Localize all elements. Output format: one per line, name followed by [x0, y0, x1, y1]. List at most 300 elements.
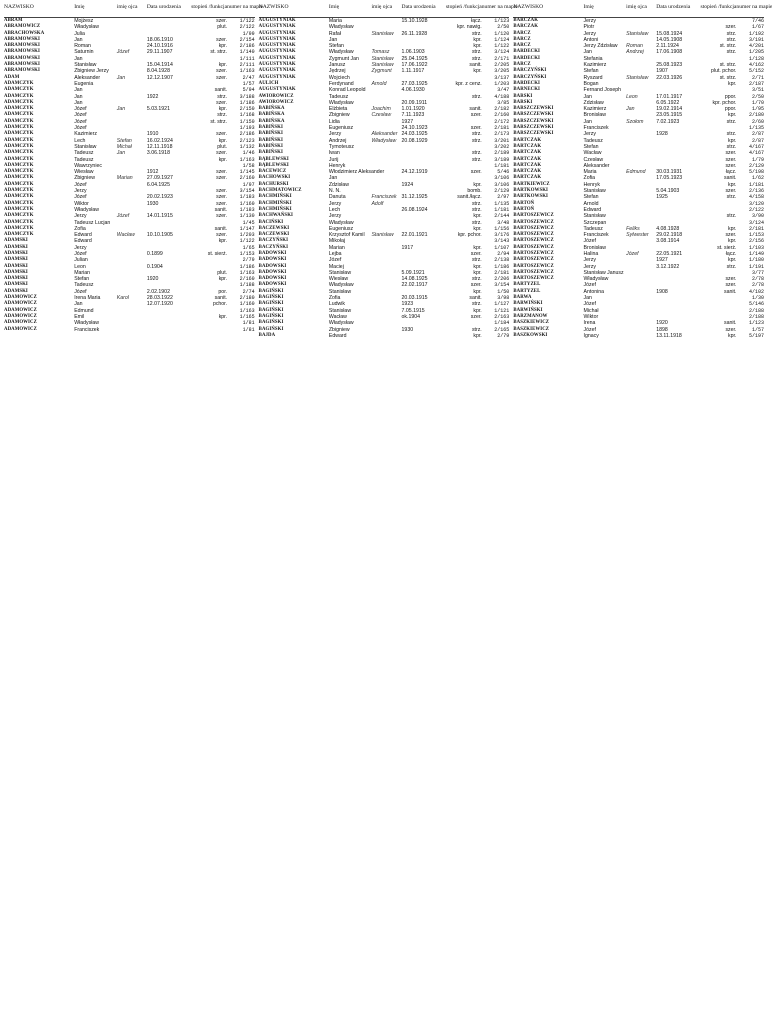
name: Włodzimierz Aleksander [328, 169, 385, 176]
map-number: 2/172 [494, 118, 510, 125]
map-number: 3/120 [748, 200, 764, 207]
map-number: 1/156 [494, 225, 510, 232]
rank: szer. [470, 125, 482, 132]
map-number: 2/60 [751, 118, 764, 125]
map-number: 3/154 [494, 282, 510, 289]
birth-date: 17.01.1917 [656, 93, 683, 100]
name: Ryszard [583, 74, 603, 81]
name: Jurij [328, 156, 339, 163]
map-number: 2/180 [239, 295, 255, 302]
birth-date: 3.06.1918 [146, 150, 170, 157]
name: Michał [583, 307, 599, 314]
header-father: imię ojca [371, 4, 393, 10]
surname: ADAMOWICZ [4, 295, 37, 301]
rank: st. sierż. [207, 250, 228, 257]
rank: szer. [216, 68, 228, 75]
map-number: 2/160 [239, 175, 255, 182]
header-surname: NAZWISKO [258, 4, 289, 10]
rank: strz. [471, 200, 482, 207]
name: Lejba [328, 250, 342, 257]
rank: szer. [470, 250, 482, 257]
rank: sanit. [214, 225, 228, 232]
birth-date: 7.05.1915 [401, 307, 425, 314]
birth-date: 1898 [656, 326, 668, 333]
map-number: 2/78 [751, 282, 764, 289]
map-number: 2/186 [239, 43, 255, 50]
name: Marian [328, 244, 345, 251]
surname: BARTCZAK [513, 143, 542, 149]
register-column-2 [258, 4, 518, 1024]
surname: AUGUSTYNIAK [258, 36, 296, 42]
name: Kazimierz [583, 62, 607, 69]
name: Irena Maria [74, 295, 101, 302]
name: Kazimierz [583, 106, 607, 113]
name: Stefan [74, 276, 90, 283]
map-number: 2/87 [751, 137, 764, 144]
name: Jerzy [583, 18, 596, 24]
birth-date: 5.03.1921 [146, 106, 170, 113]
surname: BARTOSZEWICZ [513, 232, 554, 238]
map-number: 1/128 [748, 55, 764, 62]
surname: BARTOSZEWICZ [513, 276, 554, 282]
birth-date: ok.1904 [401, 313, 421, 320]
map-number: 2/181 [748, 225, 764, 232]
birth-date: 4.06.1930 [401, 87, 425, 94]
birth-date: 22.02.1917 [401, 282, 428, 289]
rank: strz. [726, 30, 737, 37]
rank: kpr. [473, 288, 482, 295]
map-number: 3/143 [494, 238, 510, 245]
surname: BACHOWSKI [258, 175, 291, 181]
rank: kpr. [728, 80, 737, 87]
map-number: 1/183 [239, 206, 255, 213]
rank: strz. [726, 118, 737, 125]
rank: szer. [216, 150, 228, 157]
map-number: 2/150 [239, 106, 255, 113]
name: Bronisław [583, 112, 607, 119]
name: Wawrzyniec [74, 162, 102, 169]
rank: ppor. [724, 106, 737, 113]
map-number: 1/95 [751, 106, 764, 113]
name: Elżbieta [328, 106, 348, 113]
header-number: numer na mapie [736, 4, 772, 10]
birth-date: 1920 [146, 276, 159, 283]
surname: BACZYŃSKI [258, 238, 289, 244]
name: Edward [583, 206, 602, 213]
map-number: 2/74 [242, 288, 255, 295]
rank: strz. [726, 49, 737, 56]
father-name: Adolf [371, 200, 384, 207]
map-number: 2/189 [494, 150, 510, 157]
rank: plut. [217, 24, 228, 31]
name: Eugeniusz [328, 225, 354, 232]
map-number: 1/145 [239, 169, 255, 176]
surname: ADAMOWICZ [4, 320, 37, 326]
surname: BASZKIEWICZ [513, 320, 550, 326]
surname: BARWA [513, 295, 532, 301]
rank: strz. [471, 219, 482, 226]
surname: AUGUSTYNIAK [258, 55, 296, 61]
surname: BARTOSZEWICZ [513, 250, 554, 256]
rank: por. [218, 288, 228, 295]
map-number: 1/81 [242, 326, 255, 333]
birth-date: 17.05.1923 [656, 175, 683, 182]
map-number: 4/158 [748, 194, 764, 201]
map-number: 1/57 [751, 326, 764, 333]
map-number: 4/167 [748, 143, 764, 150]
surname: ADAMCZYK [4, 206, 34, 212]
name: Julia [74, 30, 85, 37]
name: Roman [74, 43, 91, 50]
father-name: Michał [116, 143, 132, 150]
surname: ADAMSKI [4, 244, 28, 250]
map-number: 1/135 [748, 125, 764, 132]
name: Tadeusz [74, 156, 94, 163]
map-number: 1/160 [239, 200, 255, 207]
birth-date: 15.08.1924 [656, 30, 683, 37]
name: Zofia [328, 295, 341, 302]
surname: BARTCZAK [513, 169, 542, 175]
name: Franciszek [583, 232, 609, 239]
surname: BARTCZAK [513, 156, 542, 162]
map-number: 1/181 [748, 181, 764, 188]
rank: kpr. [473, 36, 482, 43]
name: Jan [74, 93, 83, 100]
map-number: 1/30 [751, 295, 764, 302]
birth-date: 15.10.1928 [401, 18, 428, 24]
map-number: 3/106 [494, 175, 510, 182]
rank: kpr. [218, 62, 228, 69]
father-name: Stanisław [626, 30, 649, 37]
name: Antonina [583, 288, 605, 295]
map-number: 3/202 [494, 143, 510, 150]
birth-date: 1930 [146, 200, 159, 207]
father-name: Roman [626, 43, 643, 50]
name: Władysław [583, 276, 609, 283]
map-number: 1/150 [239, 118, 255, 125]
name: Piotr [583, 24, 595, 31]
map-number: 1/122 [239, 238, 255, 245]
surname: BARSZCZEWSKI [513, 131, 554, 137]
name: Józef [74, 194, 87, 201]
birth-date: 1928 [656, 131, 668, 138]
map-number: 3/124 [494, 49, 510, 56]
surname: AUGUSTYNIAK [258, 30, 296, 36]
surname: ADAMCZYK [4, 93, 34, 99]
birth-date: 17.06.1922 [401, 62, 428, 69]
surname: BARTOSZEWICZ [513, 219, 554, 225]
map-number: 1/163 [239, 307, 255, 314]
rank: plut. [217, 269, 228, 276]
header-date: Data urodzenia [146, 4, 181, 10]
rank: kpr. [473, 181, 482, 188]
father-name [117, 327, 147, 333]
map-number: 3/90 [751, 213, 764, 220]
map-number: 2/180 [748, 112, 764, 119]
map-number: 3/106 [494, 181, 510, 188]
surname: ADAMCZYK [4, 87, 34, 93]
rank: strz. [726, 194, 737, 201]
surname: BACEWICZ [258, 169, 287, 175]
birth-date: 1924 [401, 181, 414, 188]
father-name: Józef [116, 49, 130, 56]
map-number: 1/111 [239, 55, 255, 62]
surname: BACIŃSKI [258, 219, 284, 225]
map-number: 1/122 [494, 43, 510, 50]
rank: kpr. [728, 238, 737, 245]
surname: ADAMCZYK [4, 106, 34, 112]
rank: łącz. [725, 250, 737, 257]
surname: AUGUSTYNIAK [258, 68, 296, 74]
surname: BARCZ [513, 36, 531, 42]
surname: ABRAMOWICZ [4, 24, 41, 30]
map-number: 3/51 [751, 87, 764, 94]
rank: kpr. pchor. [712, 99, 737, 106]
birth-date: 14.05.1908 [656, 36, 683, 43]
father-name: Stanisław [371, 232, 394, 239]
name: Jerzy [583, 131, 596, 138]
map-number: 1/186 [494, 263, 510, 270]
header-rank: stopień /funkcja [445, 4, 482, 10]
map-number: 5/152 [748, 68, 764, 75]
father-name: Jan [116, 150, 126, 157]
birth-date: 3.12.1922 [656, 263, 680, 270]
surname: BARSZCZEWSKI [513, 118, 554, 124]
name: Tadeusz [74, 282, 94, 289]
rank: strz. [471, 93, 482, 100]
rank: szer. [725, 232, 737, 239]
header-number: numer na mapie [227, 4, 264, 10]
birth-date: 14.01.1915 [146, 213, 173, 220]
name: Józef [583, 282, 596, 289]
surname: AWIOROWICZ [258, 99, 294, 105]
surname: ADAMCZYK [4, 125, 34, 131]
birth-date: 22.03.1926 [656, 74, 683, 81]
birth-date: 1.11.1917 [401, 68, 425, 75]
name: Jerzy [74, 244, 87, 251]
map-number: 1/103 [748, 244, 764, 251]
birth-date: 22.05.1921 [656, 250, 683, 257]
map-number: 1/107 [494, 244, 510, 251]
father-name: Feliks [626, 225, 640, 232]
birth-date [402, 333, 432, 339]
map-number: 1/203 [494, 80, 510, 87]
surname: ADAMCZYK [4, 137, 34, 143]
rank: ppor. [724, 93, 737, 100]
surname: BAGIŃSKI [258, 313, 284, 319]
father-name: Stanisław [371, 30, 394, 37]
map-number: 4/188 [494, 93, 510, 100]
rank: szer. [470, 313, 482, 320]
rank: sanit. [214, 87, 228, 94]
surname: ADAMCZYK [4, 232, 34, 238]
name: Stanisław Janusz [583, 269, 624, 276]
surname: BARTKIEWICZ [513, 181, 550, 187]
rank: st. sierż. [717, 244, 737, 251]
birth-date: 1923 [401, 301, 414, 308]
rank: szer. [470, 282, 482, 289]
rank: szer. [725, 156, 737, 163]
rank: szer. [216, 131, 228, 138]
map-number: 3/188 [239, 93, 255, 100]
name: Wiesław [328, 276, 349, 283]
surname: BABIŃSKI [258, 137, 283, 143]
name: Jerzy [583, 257, 596, 264]
map-number: 1/123 [748, 320, 764, 327]
name: Jędrzej [328, 68, 346, 75]
birth-date: 12.07.1920 [146, 301, 173, 308]
rank: strz. [471, 55, 482, 62]
surname: BARCZAK [513, 18, 539, 23]
surname: AUGUSTYNIAK [258, 18, 296, 23]
surname: BABIŃSKI [258, 125, 283, 131]
rank: szer. [725, 282, 737, 289]
surname: BARTYZEL [513, 288, 541, 294]
map-number: 5/94 [242, 87, 255, 94]
name: Andrzej [328, 137, 347, 144]
father-name: Czesław [371, 112, 392, 119]
rank: st. strz. [210, 49, 228, 56]
birth-date: 1917 [401, 244, 414, 251]
father-name: Jan [626, 106, 635, 113]
surname: ADAMSKI [4, 257, 28, 263]
surname: BARWIŃSKI [513, 307, 543, 313]
birth-date: 0.1904 [146, 263, 163, 270]
name: Saturnin [74, 49, 94, 56]
birth-date: 26.08.1924 [401, 206, 428, 213]
birth-date: 20.03.1915 [401, 295, 428, 302]
name: Julian [74, 257, 88, 264]
name: Tadeusz [583, 225, 603, 232]
name: Iwan [328, 150, 340, 157]
birth-date: 20.08.1929 [401, 137, 428, 144]
rank: szer. [725, 150, 737, 157]
surname: BASZKIEWICZ [513, 326, 550, 332]
name: Józef [74, 125, 87, 132]
map-number: 2/122 [748, 206, 764, 213]
father-name: Edmund [626, 169, 646, 176]
birth-date: 19.02.1914 [656, 106, 683, 113]
surname: ADAMOWICZ [4, 301, 37, 307]
surname: BABIŃSKA [258, 112, 285, 118]
birth-date: 25.08.1923 [656, 62, 683, 69]
father-name: Arnold [371, 80, 387, 87]
map-number: 2/160 [494, 112, 510, 119]
birth-date: 24.12.1919 [401, 169, 428, 176]
birth-date: 6.05.1922 [656, 99, 680, 106]
name: Bronisław [583, 244, 607, 251]
name: Stefan [583, 143, 599, 150]
name: Władysław [74, 320, 99, 327]
surname: ADAMCZYK [4, 181, 34, 187]
surname: BĄBLEWSKI [258, 162, 289, 168]
surname: BAGIŃSKI [258, 301, 284, 307]
father-name: Zygmunt [371, 68, 392, 75]
birth-date: 15.04.1914 [146, 62, 173, 69]
birth-date: 1922 [146, 93, 159, 100]
rank: kpr. [218, 238, 228, 245]
name: Marian [74, 269, 91, 276]
surname: ADAMSKI [4, 288, 28, 294]
rank: kpr. [218, 276, 228, 283]
birth-date: 30.03.1931 [656, 169, 683, 176]
surname: ABRAMOWSKI [4, 55, 40, 61]
surname: BACZEWSKI [258, 232, 290, 238]
map-number: 3/85 [497, 99, 510, 106]
surname: ADAMSKI [4, 269, 28, 275]
name: Jan [583, 295, 592, 302]
map-number: 1/183 [239, 194, 255, 201]
name: Józef [74, 118, 87, 125]
map-number: 5/198 [748, 169, 764, 176]
header-date: Data urodzenia [401, 4, 436, 10]
surname: ABRAMOWSKI [4, 36, 40, 42]
surname: BARZMANOW [513, 313, 548, 319]
name: Jan [74, 99, 83, 106]
map-number: 1/132 [239, 143, 255, 150]
name: Stanisław [583, 188, 606, 195]
father-name: Stefan [116, 137, 132, 144]
rank: szer. [216, 36, 228, 43]
surname: BAJDA [258, 332, 276, 338]
name: Stanisław [583, 213, 606, 220]
father-name: Marian [116, 175, 133, 182]
rank: sanit. [724, 175, 737, 182]
surname: BARTOSZEWICZ [513, 269, 554, 275]
map-number: 2/181 [494, 269, 510, 276]
surname: ABRAMOWSKI [4, 49, 40, 55]
birth-date: 8.04.1928 [146, 68, 170, 75]
name: Fernand Joseph [583, 87, 622, 94]
rank: sanit. [214, 295, 228, 302]
surname: ADAMCZYK [4, 162, 34, 168]
surname: BABIŃSKI [258, 131, 283, 137]
name: Władysław [328, 282, 354, 289]
map-number: 1/122 [239, 18, 255, 24]
surname: ADAMCZYK [4, 194, 34, 200]
map-number: 1/120 [494, 30, 510, 37]
surname: BADOWSKI [258, 257, 287, 263]
name: Leon [74, 263, 86, 270]
name: Arnold [583, 200, 599, 207]
surname: AUGUSTYNIAK [258, 87, 296, 93]
map-number: 2/165 [494, 326, 510, 333]
map-number: 4/102 [748, 288, 764, 295]
rank: kpr. [473, 263, 482, 270]
map-number: 4/167 [748, 150, 764, 157]
surname: ADAMCZYK [4, 225, 34, 231]
surname: BARCZ [513, 43, 531, 49]
surname: BADOWSKI [258, 269, 287, 275]
map-number: 1/130 [239, 213, 255, 220]
name: Zdzisław [328, 181, 350, 188]
surname: BADOWSKI [258, 282, 287, 288]
surname: BARTOSZEWICZ [513, 213, 554, 219]
map-number: 3/47 [497, 87, 510, 94]
birth-date: 20.02.1923 [146, 194, 173, 201]
map-number: 1/203 [239, 232, 255, 239]
surname: BACZYŃSKI [258, 244, 289, 250]
father-name [371, 333, 401, 339]
father-name: Stanisław [626, 74, 649, 81]
rank: sanit. [469, 62, 482, 69]
map-number: 3/77 [751, 269, 764, 276]
surname: AUGUSTYNIAK [258, 62, 296, 68]
name: Władysław [74, 206, 99, 213]
map-number: 3/176 [494, 232, 510, 239]
surname: BADOWSKI [258, 276, 287, 282]
map-number: 3/98 [497, 295, 510, 302]
